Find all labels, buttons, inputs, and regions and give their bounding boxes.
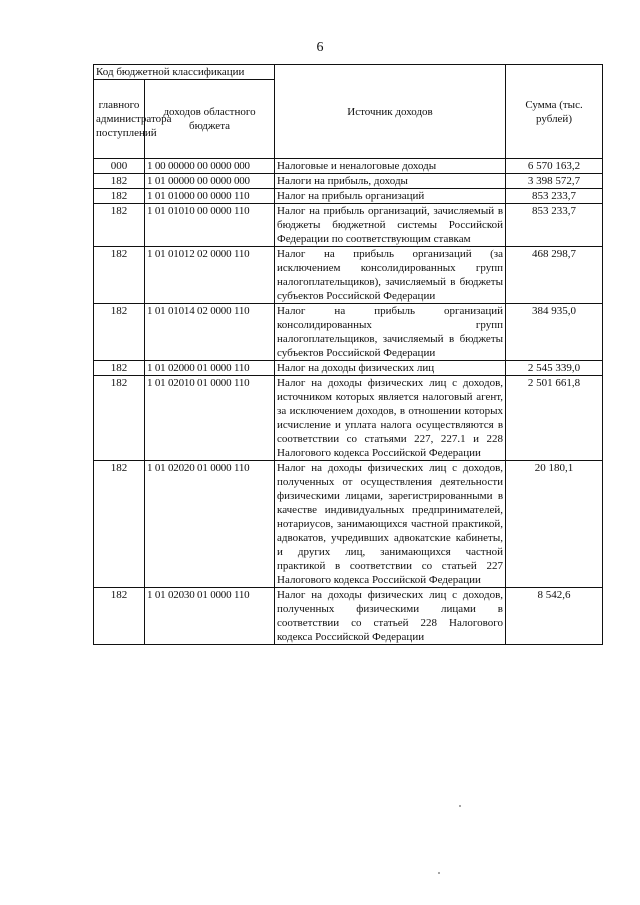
table-row xyxy=(94,361,603,376)
budget-income-table xyxy=(93,64,603,645)
scan-speck xyxy=(438,872,440,874)
income-source-cell: Налог на прибыль организаций xyxy=(275,189,506,204)
income-code-cell: 1 01 01014 02 0000 110 xyxy=(145,304,275,361)
admin-code-cell: 182 xyxy=(94,204,145,247)
amount-cell: 6 570 163,2 xyxy=(506,159,603,174)
income-source-cell: Налог на доходы физических лиц с доходов, полученных от осуществления деятельности физическими лицами, зарегистрированными в качестве индивидуальных предпринимателей, нотариусов, занимающихся частной практикой, адвокатов, учредивших адвокатские кабинеты, и других лиц, занимающихся частной практикой в соответствии со статьей 227 Налогового кодекса Российской Федерации xyxy=(275,461,506,588)
table-row xyxy=(94,376,603,461)
income-source-cell: Налог на доходы физических лиц с доходов, источником которых является налоговый агент, за исключением доходов, в отношении которых исчисление и уплата налога осуществляются в соответствии со статьями 227, 227.1 и 228 Налогового кодекса Российской Федерации xyxy=(275,376,506,461)
table-row xyxy=(94,247,603,304)
income-source-cell: Налог на прибыль организаций консолидированных групп налогоплательщиков, зачисляемый в бюджеты субъектов Российской Федерации xyxy=(275,304,506,361)
income-source-cell: Налог на прибыль организаций (за исключением консолидированных групп налогоплательщиков), зачисляемый в бюджеты субъектов Российской Федерации xyxy=(275,247,506,304)
amount-cell: 2 545 339,0 xyxy=(506,361,603,376)
income-code-cell: 1 01 01000 00 0000 110 xyxy=(145,189,275,204)
income-source-cell: Налог на доходы физических лиц с доходов, полученных физическими лицами в соответствии со статьей 228 Налогового кодекса Российской Федерации xyxy=(275,588,506,645)
income-code-header: доходов областного бюджета xyxy=(145,80,275,159)
income-code-cell: 1 01 02000 01 0000 110 xyxy=(145,361,275,376)
income-source-cell: Налог на прибыль организаций, зачисляемый в бюджеты бюджетной системы Российской Федерации по соответствующим ставкам xyxy=(275,204,506,247)
income-code-cell: 1 01 01012 02 0000 110 xyxy=(145,247,275,304)
admin-code-cell: 182 xyxy=(94,304,145,361)
amount-cell: 20 180,1 xyxy=(506,461,603,588)
amount-cell: 853 233,7 xyxy=(506,204,603,247)
income-code-cell: 1 01 01010 00 0000 110 xyxy=(145,204,275,247)
amount-header: Сумма (тыс. рублей) xyxy=(506,65,603,159)
income-source-cell: Налог на доходы физических лиц xyxy=(275,361,506,376)
income-source-cell: Налоговые и неналоговые доходы xyxy=(275,159,506,174)
table-row xyxy=(94,204,603,247)
admin-code-cell: 182 xyxy=(94,247,145,304)
amount-cell: 384 935,0 xyxy=(506,304,603,361)
amount-cell: 8 542,6 xyxy=(506,588,603,645)
amount-cell: 3 398 572,7 xyxy=(506,174,603,189)
table-body xyxy=(94,159,603,645)
amount-cell: 853 233,7 xyxy=(506,189,603,204)
income-code-cell: 1 00 00000 00 0000 000 xyxy=(145,159,275,174)
table-row xyxy=(94,189,603,204)
income-code-cell: 1 01 02010 01 0000 110 xyxy=(145,376,275,461)
table-row xyxy=(94,588,603,645)
income-code-cell: 1 01 02030 01 0000 110 xyxy=(145,588,275,645)
income-code-cell: 1 01 02020 01 0000 110 xyxy=(145,461,275,588)
admin-code-cell: 182 xyxy=(94,174,145,189)
admin-code-cell: 182 xyxy=(94,461,145,588)
table-row xyxy=(94,304,603,361)
income-code-cell: 1 01 00000 00 0000 000 xyxy=(145,174,275,189)
admin-code-cell: 182 xyxy=(94,588,145,645)
admin-code-header: главного администратора поступлений xyxy=(94,80,145,159)
admin-code-cell: 182 xyxy=(94,361,145,376)
income-source-header: Источник доходов xyxy=(275,65,506,159)
income-source-cell: Налоги на прибыль, доходы xyxy=(275,174,506,189)
amount-cell: 2 501 661,8 xyxy=(506,376,603,461)
table-row xyxy=(94,174,603,189)
admin-code-cell: 182 xyxy=(94,189,145,204)
amount-cell: 468 298,7 xyxy=(506,247,603,304)
table-row xyxy=(94,159,603,174)
table-row xyxy=(94,461,603,588)
page-number: 6 xyxy=(316,40,324,55)
admin-code-cell: 000 xyxy=(94,159,145,174)
scan-speck xyxy=(459,805,461,807)
budget-classification-header: Код бюджетной классификации xyxy=(94,65,275,80)
admin-code-cell: 182 xyxy=(94,376,145,461)
